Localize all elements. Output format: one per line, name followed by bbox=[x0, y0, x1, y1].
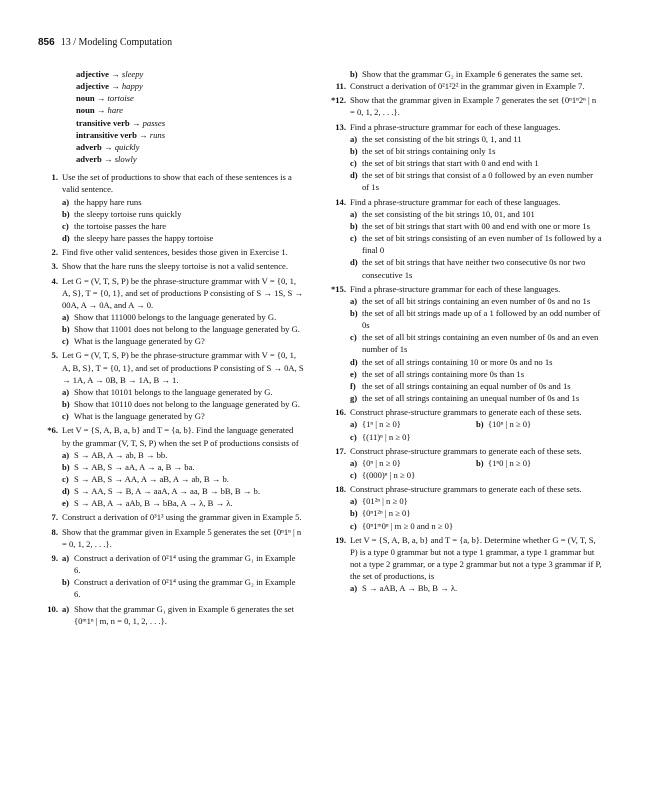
exercise-number: 19. bbox=[335, 534, 346, 545]
part-letter: a) bbox=[62, 311, 70, 322]
part-letter: c) bbox=[350, 233, 357, 244]
exercise-part bbox=[62, 473, 304, 485]
part-letter: c) bbox=[62, 474, 69, 484]
exercise-part bbox=[350, 208, 602, 220]
part-text: the set of all bit strings made up of a 1 followed by an odd number of 0s bbox=[362, 307, 601, 331]
exercise-text: Find five other valid sentences, besides those given in Exercise 1. bbox=[62, 247, 288, 258]
part-letter: e) bbox=[62, 498, 69, 509]
part-letter: b) bbox=[476, 419, 484, 430]
exercise bbox=[38, 275, 304, 348]
grammar-rule bbox=[76, 117, 304, 129]
part-text: Show that 111000 belongs to the language generated by G. bbox=[74, 311, 277, 322]
part-text: S → AA, S → B, A → aaA, A → aa, B → bB, B → b. bbox=[74, 486, 260, 497]
rule-rhs: runs bbox=[149, 129, 166, 140]
part-letter: a) bbox=[350, 133, 358, 144]
exercise-part bbox=[350, 495, 602, 507]
exercise-number: 14. bbox=[335, 196, 346, 207]
exercise-text: Construct phrase-structure grammars to generate each of these sets. bbox=[350, 484, 582, 495]
exercise-part bbox=[350, 457, 476, 469]
part-text: Show that 10101 belongs to the language generated by G. bbox=[74, 386, 273, 397]
rule-rhs: quickly bbox=[114, 141, 140, 152]
exercise-text: Let G = (V, T, S, P) be the phrase-structure grammar with V = {0, 1, A, S}, T = {0, 1}, and set of productions P consisting of S → 1S, S → 00A, A → 0A, and A → 0. bbox=[62, 275, 303, 310]
grammar-rule bbox=[76, 104, 304, 116]
part-letter: b) bbox=[350, 307, 358, 318]
exercise-part bbox=[350, 220, 602, 232]
exercise-part bbox=[350, 295, 602, 307]
part-text: {(11)ⁿ | n ≥ 0} bbox=[362, 431, 411, 442]
page-number: 856 bbox=[38, 37, 55, 48]
exercise bbox=[38, 260, 304, 272]
part-letter: c) bbox=[350, 431, 357, 442]
rule-rhs: sleepy bbox=[121, 69, 144, 79]
part-text: the set of bit strings that start with 0 and end with 1 bbox=[362, 158, 539, 169]
right-continuation bbox=[326, 68, 602, 80]
part-letter: e) bbox=[350, 368, 357, 379]
exercise-number: 2. bbox=[51, 247, 58, 258]
exercise-number: *12. bbox=[330, 95, 346, 106]
part-letter: b) bbox=[476, 457, 484, 468]
part-text: the set of all bit strings containing an even number of 0s and no 1s bbox=[362, 295, 591, 306]
exercise-part bbox=[350, 232, 602, 256]
exercise bbox=[326, 196, 602, 281]
part-letter: g) bbox=[350, 393, 358, 404]
part-text: {0ⁿ1²ⁿ | n ≥ 0} bbox=[362, 508, 411, 519]
part-text: {1ⁿ0 | n ≥ 0} bbox=[488, 457, 532, 468]
part-text: the set of bit strings that have neither two consecutive 0s nor two consecutive 1s bbox=[362, 257, 586, 280]
exercise-part bbox=[62, 196, 304, 208]
exercise-number: *6. bbox=[47, 425, 58, 436]
exercise-text: Find a phrase-structure grammar for each of these languages. bbox=[350, 121, 561, 132]
exercise-part bbox=[62, 335, 304, 347]
exercise-part bbox=[350, 507, 602, 519]
part-text: {0ⁿ1ᵐ0ⁿ | m ≥ 0 and n ≥ 0} bbox=[362, 520, 454, 531]
part-text: the set consisting of the bit strings 0, 1, and 11 bbox=[362, 133, 522, 144]
part-text: Construct a derivation of 0²1⁴ using the grammar G₁ in Example 6. bbox=[74, 552, 296, 576]
part-text: S → AB, A → ab, B → bb. bbox=[74, 449, 168, 460]
part-text: S → AB, S → aA, A → a, B → ba. bbox=[74, 461, 195, 472]
exercise-text: Find a phrase-structure grammar for each of these languages. bbox=[350, 283, 561, 294]
arrow-symbol: → bbox=[111, 81, 120, 92]
arrow-symbol: → bbox=[96, 105, 106, 116]
part-text: the sleepy tortoise runs quickly bbox=[74, 208, 182, 219]
grammar-rules bbox=[76, 68, 304, 165]
exercise-part-row bbox=[350, 457, 602, 469]
part-letter: a) bbox=[350, 496, 358, 507]
part-text: the set of all strings containing more 0s than 1s bbox=[362, 368, 525, 379]
part-text: the set of bit strings containing only 1s bbox=[362, 145, 496, 156]
grammar-rule bbox=[76, 68, 304, 80]
exercise-part bbox=[62, 208, 304, 220]
part-text: {1ⁿ | n ≥ 0} bbox=[362, 419, 401, 430]
exercise-text: Construct phrase-structure grammars to generate each of these sets. bbox=[350, 407, 582, 418]
part-letter: d) bbox=[62, 486, 70, 497]
grammar-rule bbox=[76, 153, 304, 165]
part-text: the set of all strings containing an unequal number of 0s and 1s bbox=[362, 393, 580, 404]
exercise bbox=[326, 80, 602, 92]
part-text: {01²ⁿ | n ≥ 0} bbox=[362, 496, 408, 507]
part-letter: b) bbox=[62, 577, 70, 588]
grammar-rule bbox=[76, 92, 304, 104]
exercise-part bbox=[62, 485, 304, 497]
exercise-part bbox=[350, 145, 602, 157]
exercise-part bbox=[350, 307, 602, 331]
exercise-part bbox=[350, 169, 602, 193]
exercise-part-row bbox=[350, 418, 602, 430]
part-text: the set of bit strings consisting of an even number of 1s followed by a final 0 bbox=[362, 233, 602, 256]
part-text: What is the language generated by G? bbox=[74, 411, 205, 422]
part-letter: c) bbox=[350, 158, 357, 169]
exercise-continued bbox=[326, 68, 602, 80]
rule-rhs: happy bbox=[121, 81, 143, 92]
part-letter: a) bbox=[350, 583, 358, 594]
part-text: the tortoise passes the hare bbox=[74, 220, 167, 231]
grammar-rule bbox=[76, 141, 304, 153]
part-letter: a) bbox=[350, 295, 358, 306]
left-column bbox=[38, 68, 304, 629]
part-text: {10ⁿ | n ≥ 0} bbox=[488, 419, 532, 430]
grammar-rule bbox=[76, 129, 304, 141]
exercise-number: 18. bbox=[335, 484, 346, 495]
exercise-part bbox=[350, 431, 602, 443]
part-letter: a) bbox=[62, 386, 70, 397]
left-exercises bbox=[38, 171, 304, 629]
exercise bbox=[38, 349, 304, 422]
part-text: Show that the grammar G₂ in Example 6 generates the same set. bbox=[362, 69, 583, 79]
part-letter: d) bbox=[350, 257, 358, 268]
exercise-part bbox=[476, 418, 602, 430]
part-letter: b) bbox=[62, 461, 70, 472]
exercise bbox=[38, 526, 304, 550]
exercise-number: 11. bbox=[335, 81, 346, 92]
exercise-part bbox=[350, 582, 602, 594]
part-letter: a) bbox=[62, 449, 70, 460]
part-letter: b) bbox=[62, 208, 70, 219]
part-letter: f) bbox=[350, 380, 356, 391]
exercise-number: 8. bbox=[51, 526, 58, 537]
part-letter: a) bbox=[62, 603, 70, 614]
exercise-part bbox=[350, 418, 476, 430]
part-text: the set of all bit strings containing an even number of 0s and an even number of 1s bbox=[362, 332, 599, 355]
exercise-part bbox=[350, 520, 602, 532]
exercise-text: Show that the grammar given in Example 7 generates the set {0ⁿ1ⁿ2ⁿ | n = 0, 1, 2, . . .}. bbox=[350, 95, 597, 118]
exercise-part bbox=[350, 469, 602, 481]
part-letter: c) bbox=[62, 220, 69, 231]
exercise-part bbox=[62, 552, 304, 576]
part-letter: a) bbox=[350, 457, 358, 468]
part-text: S → AB, A → aAb, B → bBa, A → λ, B → λ. bbox=[74, 498, 233, 509]
rule-lhs: intransitive verb bbox=[76, 129, 137, 140]
exercise bbox=[38, 511, 304, 523]
exercise-part bbox=[62, 398, 304, 410]
part-text: What is the language generated by G? bbox=[74, 336, 205, 347]
exercise-part bbox=[62, 311, 304, 323]
exercise-part bbox=[62, 461, 304, 473]
rule-lhs: adjective bbox=[76, 81, 109, 92]
exercise-part bbox=[350, 392, 602, 404]
right-exercises bbox=[326, 80, 602, 596]
right-column bbox=[326, 68, 602, 597]
part-letter: a) bbox=[350, 208, 358, 219]
rule-lhs: adjective bbox=[76, 69, 109, 79]
running-title: 13 / Modeling Computation bbox=[60, 37, 173, 48]
exercise-text: Construct a derivation of 0²1²2² in the grammar given in Example 7. bbox=[350, 81, 585, 92]
rule-rhs: slowly bbox=[114, 154, 137, 165]
rule-rhs: passes bbox=[142, 117, 166, 128]
exercise-text: Show that the grammar given in Example 5 generates the set {0ⁿ1ⁿ | n = 0, 1, 2, . . .}. bbox=[62, 526, 302, 549]
part-text: the set of bit strings that consist of a 0 followed by an even number of 1s bbox=[362, 170, 594, 193]
exercise-part bbox=[62, 323, 304, 335]
part-letter: c) bbox=[350, 470, 357, 480]
arrow-symbol: → bbox=[139, 129, 148, 140]
part-letter: a) bbox=[62, 196, 70, 207]
exercise-text: Show that the hare runs the sleepy tortoise is not a valid sentence. bbox=[62, 261, 289, 272]
part-text: the set of all strings containing an equal number of 0s and 1s bbox=[362, 380, 571, 391]
part-text: Show that 11001 does not belong to the language generated by G. bbox=[74, 324, 300, 335]
exercise-text: Construct phrase-structure grammars to generate each of these sets. bbox=[350, 445, 582, 456]
exercise bbox=[326, 534, 602, 595]
exercise-text: Find a phrase-structure grammar for each of these languages. bbox=[350, 196, 561, 207]
exercise bbox=[38, 424, 304, 509]
exercise-number: 1. bbox=[51, 172, 58, 183]
rule-lhs: adverb bbox=[76, 154, 102, 165]
rule-lhs: transitive verb bbox=[76, 117, 130, 128]
part-text: the set of bit strings that start with 00 and end with one or more 1s bbox=[362, 220, 590, 231]
arrow-symbol: → bbox=[103, 154, 113, 165]
exercise bbox=[326, 445, 602, 481]
exercise-number: 4. bbox=[51, 275, 58, 286]
exercise-text: Construct a derivation of 0³1³ using the grammar given in Example 5. bbox=[62, 512, 302, 523]
exercise-number: 9. bbox=[51, 552, 58, 563]
exercise bbox=[38, 171, 304, 244]
exercise-number: 10. bbox=[47, 603, 58, 614]
exercise bbox=[326, 94, 602, 118]
exercise-part bbox=[62, 386, 304, 398]
exercise-part bbox=[476, 457, 602, 469]
exercise-text: Let V = {S, A, B, a, b} and T = {a, b}. Find the language generated by the grammar (V, T, S, P) when the set P of productions consists of bbox=[62, 425, 299, 448]
exercise bbox=[38, 246, 304, 258]
exercise-part bbox=[350, 368, 602, 380]
part-text: the set consisting of the bit strings 10, 01, and 101 bbox=[362, 208, 535, 219]
exercise-number: 16. bbox=[335, 407, 346, 418]
part-text: S → AB, S → AA, A → aB, A → ab, B → b. bbox=[74, 474, 229, 484]
exercise-text: Let G = (V, T, S, P) be the phrase-structure grammar with V = {0, 1, A, B, S}, T = {0, 1}, and set of productions P consisting of S → 0A, S → 1A, A → 0B, B → 1A, B → 1. bbox=[62, 350, 304, 385]
rule-lhs: noun bbox=[76, 105, 95, 116]
part-text: the sleepy hare passes the happy tortoise bbox=[74, 233, 214, 244]
exercise-text: Let V = {S, A, B, a, b} and T = {a, b}. Determine whether G = (V, T, S, P) is a type 0 grammar but not a type 1 grammar, a type 1 grammar but not a type 2 grammar, or a type 2 grammar but not a type 3 grammar if P, the set of productions, is bbox=[350, 534, 602, 582]
part-text: Show that the grammar G₁ given in Example 6 generates the set {0ᵐ1ⁿ | m, n = 0, 1, 2, . . .}. bbox=[74, 603, 294, 626]
part-text: {0ⁿ | n ≥ 0} bbox=[362, 457, 401, 468]
part-letter: c) bbox=[350, 520, 357, 531]
exercise-part-row bbox=[350, 431, 602, 443]
exercise-part bbox=[62, 497, 304, 509]
exercise-part bbox=[350, 133, 602, 145]
rule-rhs: hare bbox=[107, 105, 123, 116]
exercise-part bbox=[350, 68, 602, 80]
exercise-part bbox=[350, 256, 602, 280]
exercise-number: *15. bbox=[330, 283, 346, 294]
part-letter: c) bbox=[62, 336, 69, 347]
part-letter: b) bbox=[350, 508, 358, 519]
part-letter: b) bbox=[350, 69, 358, 79]
page-header bbox=[38, 37, 172, 48]
part-letter: a) bbox=[350, 419, 358, 430]
exercise-part bbox=[62, 449, 304, 461]
grammar-rule bbox=[76, 80, 304, 92]
exercise bbox=[38, 552, 304, 601]
exercise-part-row bbox=[350, 469, 602, 481]
arrow-symbol: → bbox=[96, 93, 106, 104]
arrow-symbol: → bbox=[111, 69, 120, 79]
exercise-part bbox=[350, 380, 602, 392]
part-text: S → aAB, A → Bb, B → λ. bbox=[362, 583, 458, 594]
part-letter: b) bbox=[62, 324, 70, 335]
exercise-part bbox=[62, 410, 304, 422]
rule-lhs: adverb bbox=[76, 141, 102, 152]
part-text: the happy hare runs bbox=[74, 196, 142, 207]
exercise bbox=[326, 121, 602, 194]
exercise bbox=[38, 603, 304, 627]
rule-rhs: tortoise bbox=[107, 93, 134, 104]
exercise-part bbox=[62, 220, 304, 232]
rule-lhs: noun bbox=[76, 93, 95, 104]
part-text: Construct a derivation of 0²1⁴ using the grammar G₂ in Example 6. bbox=[74, 577, 296, 600]
exercise bbox=[326, 406, 602, 442]
part-letter: c) bbox=[62, 411, 69, 422]
part-letter: d) bbox=[350, 356, 358, 367]
part-letter: a) bbox=[62, 552, 70, 563]
exercise bbox=[326, 483, 602, 532]
exercise-text: Use the set of productions to show that each of these sentences is a valid sentence. bbox=[62, 172, 292, 195]
exercise-part bbox=[350, 157, 602, 169]
part-letter: c) bbox=[350, 332, 357, 343]
part-text: {(000)ⁿ | n ≥ 0} bbox=[362, 470, 416, 480]
exercise-number: 17. bbox=[335, 445, 346, 456]
arrow-symbol: → bbox=[103, 141, 113, 152]
exercise-part bbox=[62, 603, 304, 627]
part-text: Show that 10110 does not belong to the language generated by G. bbox=[74, 399, 300, 410]
part-letter: b) bbox=[62, 399, 70, 410]
exercise-number: 7. bbox=[51, 512, 58, 523]
exercise-part bbox=[62, 232, 304, 244]
exercise-part bbox=[350, 331, 602, 355]
part-text: the set of all strings containing 10 or more 0s and no 1s bbox=[362, 356, 553, 367]
exercise-number: 5. bbox=[51, 350, 58, 361]
exercise-part bbox=[62, 576, 304, 600]
part-letter: b) bbox=[350, 220, 358, 231]
arrow-symbol: → bbox=[131, 117, 141, 128]
exercise-part bbox=[350, 356, 602, 368]
exercise bbox=[326, 283, 602, 405]
exercise-number: 3. bbox=[51, 261, 58, 272]
part-letter: d) bbox=[350, 170, 358, 181]
part-letter: b) bbox=[350, 145, 358, 156]
part-letter: d) bbox=[62, 233, 70, 244]
exercise-number: 13. bbox=[335, 121, 346, 132]
